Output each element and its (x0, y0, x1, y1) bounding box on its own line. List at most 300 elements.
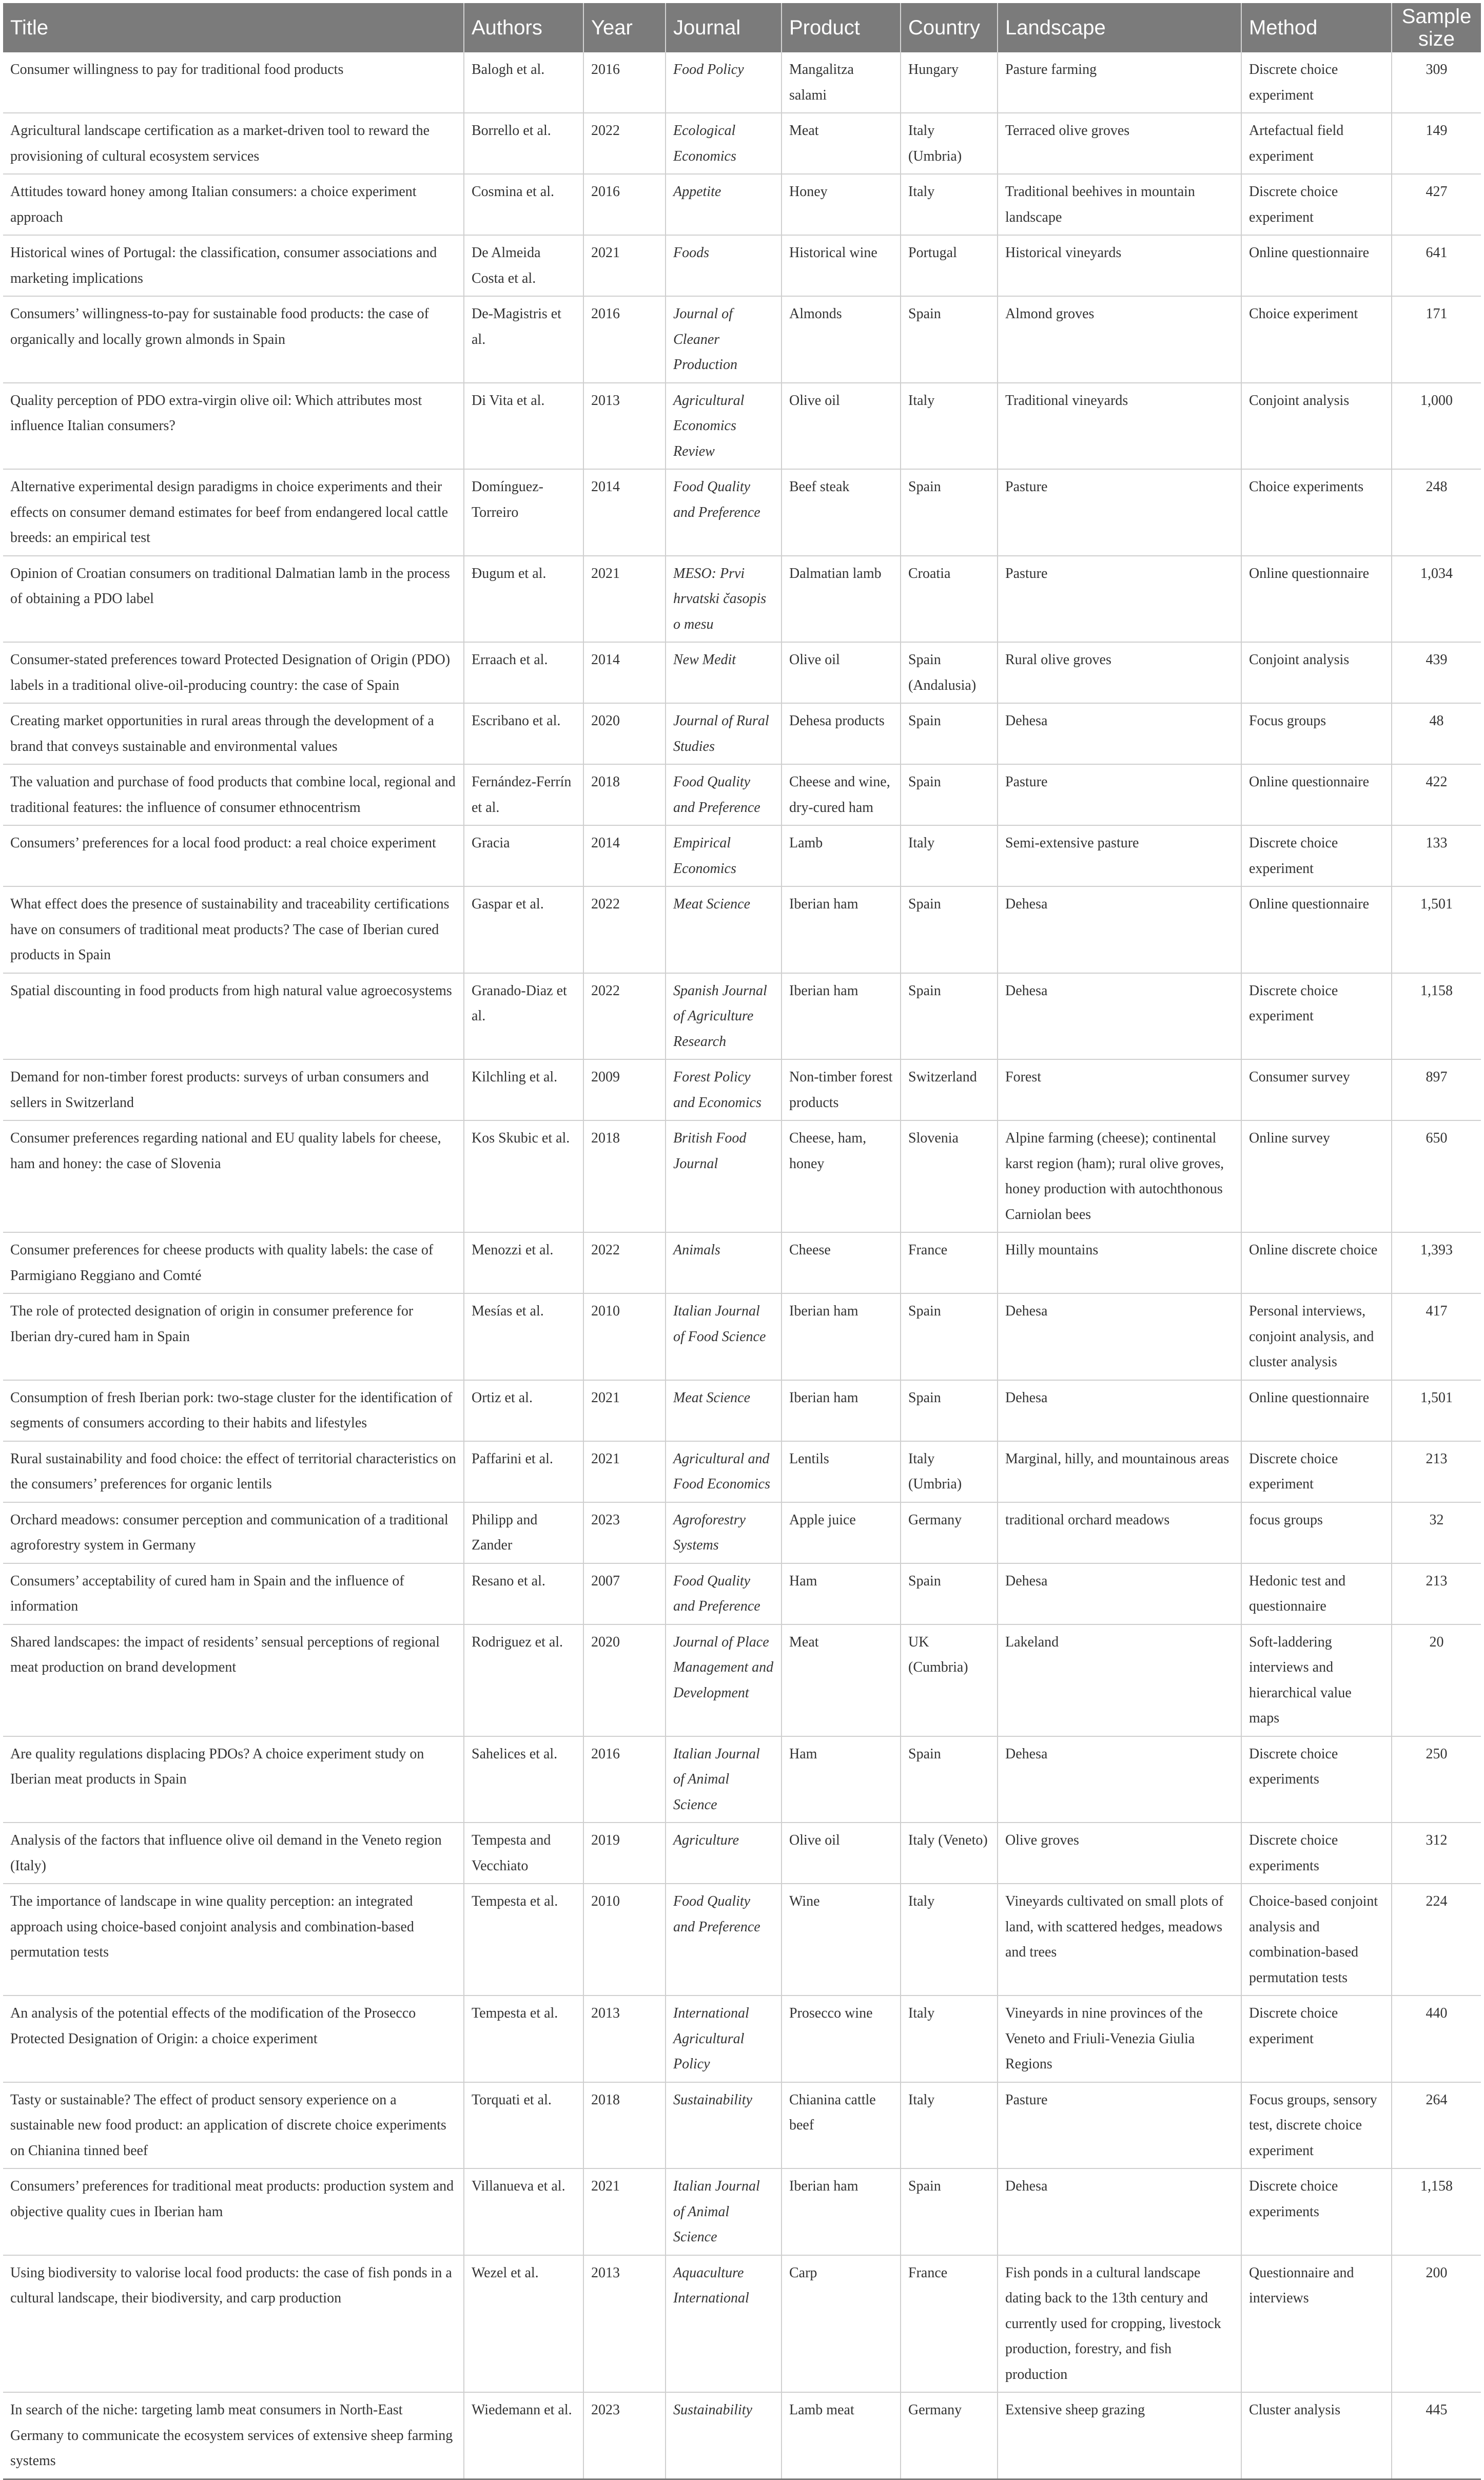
cell-journal: Agricultural Economics Review (666, 383, 782, 470)
cell-title: Rural sustainability and food choice: the effect of territorial characteristics on the consumers’ preferences for organic lentils (3, 1441, 464, 1502)
cell-sample-size: 149 (1392, 113, 1481, 174)
table-row (3, 1441, 1481, 1502)
cell-method: Discrete choice experiment (1241, 52, 1392, 113)
cell-journal: Spanish Journal of Agriculture Research (666, 973, 782, 1060)
cell-sample-size: 312 (1392, 1823, 1481, 1884)
cell-title: Consumers’ preferences for traditional meat products: production system and objective quality cues in Iberian ham (3, 2168, 464, 2255)
column-header-journal[interactable]: Journal (666, 3, 782, 52)
cell-journal: Empirical Economics (666, 825, 782, 886)
cell-title: Consumers’ acceptability of cured ham in Spain and the influence of information (3, 1563, 464, 1624)
cell-product: Cheese (782, 1232, 901, 1293)
cell-method: focus groups (1241, 1502, 1392, 1563)
cell-journal: MESO: Prvi hrvatski časopis o mesu (666, 556, 782, 643)
cell-year: 2016 (583, 52, 666, 113)
table-row (3, 1624, 1481, 1736)
cell-method: Discrete choice experiment (1241, 825, 1392, 886)
cell-sample-size: 309 (1392, 52, 1481, 113)
cell-authors: Menozzi et al. (464, 1232, 583, 1293)
cell-sample-size: 48 (1392, 703, 1481, 764)
cell-journal: Food Quality and Preference (666, 1884, 782, 1995)
cell-country: France (901, 1232, 998, 1293)
cell-method: Focus groups, sensory test, discrete choice experiment (1241, 2082, 1392, 2169)
table-row (3, 1059, 1481, 1120)
cell-landscape: Traditional beehives in mountain landscape (998, 174, 1241, 235)
cell-country: Spain (901, 469, 998, 556)
cell-authors: Đugum et al. (464, 556, 583, 643)
cell-year: 2020 (583, 1624, 666, 1736)
cell-journal: Aquaculture International (666, 2255, 782, 2393)
cell-landscape: Dehesa (998, 1563, 1241, 1624)
cell-sample-size: 417 (1392, 1293, 1481, 1380)
table-row (3, 556, 1481, 643)
table-row (3, 2168, 1481, 2255)
studies-table (3, 3, 1481, 2480)
cell-sample-size: 213 (1392, 1441, 1481, 1502)
table-body (3, 52, 1481, 2479)
cell-sample-size: 20 (1392, 1624, 1481, 1736)
cell-title: What effect does the presence of sustainability and traceability certifications have on consumers of traditional meat products? The case of Iberian cured products in Spain (3, 886, 464, 973)
table-row (3, 469, 1481, 556)
cell-method: Cluster analysis (1241, 2392, 1392, 2479)
cell-product: Historical wine (782, 235, 901, 296)
cell-product: Beef steak (782, 469, 901, 556)
cell-landscape: Almond groves (998, 296, 1241, 383)
cell-sample-size: 1,393 (1392, 1232, 1481, 1293)
cell-year: 2020 (583, 703, 666, 764)
cell-product: Ham (782, 1563, 901, 1624)
table-row (3, 113, 1481, 174)
cell-method: Online questionnaire (1241, 764, 1392, 825)
cell-authors: Di Vita et al. (464, 383, 583, 470)
cell-title: Consumer preferences for cheese products with quality labels: the case of Parmigiano Reggiano and Comté (3, 1232, 464, 1293)
cell-journal: Forest Policy and Economics (666, 1059, 782, 1120)
cell-landscape: Traditional vineyards (998, 383, 1241, 470)
cell-landscape: Fish ponds in a cultural landscape dating back to the 13th century and currently used for cropping, livestock production, forestry, and fish production (998, 2255, 1241, 2393)
cell-landscape: Vineyards in nine provinces of the Veneto and Friuli-Venezia Giulia Regions (998, 1995, 1241, 2082)
header-row (3, 3, 1481, 52)
cell-method: Questionnaire and interviews (1241, 2255, 1392, 2393)
cell-sample-size: 224 (1392, 1884, 1481, 1995)
cell-method: Choice experiments (1241, 469, 1392, 556)
cell-journal: Food Policy (666, 52, 782, 113)
column-header-year[interactable]: Year (583, 3, 666, 52)
cell-landscape: Lakeland (998, 1624, 1241, 1736)
cell-landscape: Hilly mountains (998, 1232, 1241, 1293)
cell-product: Lentils (782, 1441, 901, 1502)
cell-sample-size: 439 (1392, 642, 1481, 703)
cell-country: Spain (901, 296, 998, 383)
cell-product: Lamb meat (782, 2392, 901, 2479)
cell-method: Online survey (1241, 1120, 1392, 1232)
cell-year: 2014 (583, 642, 666, 703)
cell-title: Opinion of Croatian consumers on traditional Dalmatian lamb in the process of obtaining a PDO label (3, 556, 464, 643)
cell-sample-size: 1,158 (1392, 2168, 1481, 2255)
cell-year: 2021 (583, 2168, 666, 2255)
cell-landscape: Marginal, hilly, and mountainous areas (998, 1441, 1241, 1502)
cell-method: Soft-laddering interviews and hierarchical value maps (1241, 1624, 1392, 1736)
cell-landscape: Extensive sheep grazing (998, 2392, 1241, 2479)
cell-authors: Resano et al. (464, 1563, 583, 1624)
cell-landscape: Pasture farming (998, 52, 1241, 113)
cell-journal: Sustainability (666, 2082, 782, 2169)
cell-title: Attitudes toward honey among Italian consumers: a choice experiment approach (3, 174, 464, 235)
table-row (3, 296, 1481, 383)
cell-method: Online questionnaire (1241, 235, 1392, 296)
table-row (3, 825, 1481, 886)
cell-method: Personal interviews, conjoint analysis, and cluster analysis (1241, 1293, 1392, 1380)
cell-landscape: Pasture (998, 2082, 1241, 2169)
table-row (3, 703, 1481, 764)
cell-country: Spain (Andalusia) (901, 642, 998, 703)
cell-title: Consumers’ willingness-to-pay for sustainable food products: the case of organically and locally grown almonds in Spain (3, 296, 464, 383)
cell-country: Hungary (901, 52, 998, 113)
cell-country: Italy (901, 383, 998, 470)
cell-country: Spain (901, 1380, 998, 1441)
column-header-authors[interactable]: Authors (464, 3, 583, 52)
cell-product: Iberian ham (782, 2168, 901, 2255)
cell-year: 2021 (583, 556, 666, 643)
cell-country: Spain (901, 1293, 998, 1380)
cell-country: Spain (901, 886, 998, 973)
cell-sample-size: 171 (1392, 296, 1481, 383)
cell-title: Creating market opportunities in rural areas through the development of a brand that conveys sustainable and environmental values (3, 703, 464, 764)
cell-country: Spain (901, 1736, 998, 1823)
cell-title: Alternative experimental design paradigms in choice experiments and their effects on consumer demand estimates for beef from endangered local cattle breeds: an empirical test (3, 469, 464, 556)
cell-year: 2019 (583, 1823, 666, 1884)
cell-method: Online questionnaire (1241, 886, 1392, 973)
cell-authors: Mesías et al. (464, 1293, 583, 1380)
cell-country: Spain (901, 764, 998, 825)
cell-method: Hedonic test and questionnaire (1241, 1563, 1392, 1624)
cell-product: Iberian ham (782, 1293, 901, 1380)
cell-authors: Philipp and Zander (464, 1502, 583, 1563)
table-row (3, 235, 1481, 296)
cell-country: Italy (901, 2082, 998, 2169)
column-header-country[interactable]: Country (901, 3, 998, 52)
cell-sample-size: 264 (1392, 2082, 1481, 2169)
cell-product: Olive oil (782, 1823, 901, 1884)
cell-country: Germany (901, 2392, 998, 2479)
cell-title: Consumer preferences regarding national and EU quality labels for cheese, ham and honey: the case of Slovenia (3, 1120, 464, 1232)
table-row (3, 174, 1481, 235)
cell-product: Wine (782, 1884, 901, 1995)
cell-year: 2018 (583, 764, 666, 825)
cell-sample-size: 1,000 (1392, 383, 1481, 470)
table-row (3, 2255, 1481, 2393)
cell-product: Cheese and wine, dry-cured ham (782, 764, 901, 825)
cell-year: 2021 (583, 235, 666, 296)
cell-authors: Kilchling et al. (464, 1059, 583, 1120)
cell-authors: Borrello et al. (464, 113, 583, 174)
cell-country: Italy (Veneto) (901, 1823, 998, 1884)
cell-landscape: Dehesa (998, 1380, 1241, 1441)
cell-journal: New Medit (666, 642, 782, 703)
cell-product: Non-timber forest products (782, 1059, 901, 1120)
cell-authors: Rodriguez et al. (464, 1624, 583, 1736)
cell-landscape: Alpine farming (cheese); continental karst region (ham); rural olive groves, honey production with autochthonous Carniolan bees (998, 1120, 1241, 1232)
cell-landscape: traditional orchard meadows (998, 1502, 1241, 1563)
cell-product: Iberian ham (782, 973, 901, 1060)
cell-journal: Appetite (666, 174, 782, 235)
cell-country: Spain (901, 2168, 998, 2255)
cell-method: Choice experiment (1241, 296, 1392, 383)
cell-title: Tasty or sustainable? The effect of product sensory experience on a sustainable new food product: an application of discrete choice experiments on Chianina tinned beef (3, 2082, 464, 2169)
cell-sample-size: 1,034 (1392, 556, 1481, 643)
cell-sample-size: 248 (1392, 469, 1481, 556)
cell-journal: Italian Journal of Food Science (666, 1293, 782, 1380)
table-row (3, 1293, 1481, 1380)
table-row (3, 1232, 1481, 1293)
cell-title: Spatial discounting in food products from high natural value agroecosystems (3, 973, 464, 1060)
cell-year: 2010 (583, 1293, 666, 1380)
cell-product: Olive oil (782, 383, 901, 470)
cell-method: Online questionnaire (1241, 556, 1392, 643)
cell-authors: Tempesta et al. (464, 1995, 583, 2082)
cell-landscape: Pasture (998, 764, 1241, 825)
cell-country: Spain (901, 1563, 998, 1624)
column-header-title[interactable]: Title (3, 3, 464, 52)
cell-year: 2013 (583, 1995, 666, 2082)
cell-landscape: Olive groves (998, 1823, 1241, 1884)
cell-product: Carp (782, 2255, 901, 2393)
cell-authors: Gaspar et al. (464, 886, 583, 973)
cell-authors: Sahelices et al. (464, 1736, 583, 1823)
cell-product: Prosecco wine (782, 1995, 901, 2082)
column-header-product[interactable]: Product (782, 3, 901, 52)
cell-country: Italy (901, 1995, 998, 2082)
cell-year: 2021 (583, 1380, 666, 1441)
cell-country: Croatia (901, 556, 998, 643)
cell-method: Choice-based conjoint analysis and combination-based permutation tests (1241, 1884, 1392, 1995)
cell-title: Consumer willingness to pay for traditional food products (3, 52, 464, 113)
cell-title: Are quality regulations displacing PDOs? A choice experiment study on Iberian meat products in Spain (3, 1736, 464, 1823)
cell-year: 2016 (583, 296, 666, 383)
cell-authors: Granado-Diaz et al. (464, 973, 583, 1060)
cell-journal: Journal of Rural Studies (666, 703, 782, 764)
table-row (3, 383, 1481, 470)
cell-sample-size: 1,501 (1392, 886, 1481, 973)
cell-country: Germany (901, 1502, 998, 1563)
cell-authors: De Almeida Costa et al. (464, 235, 583, 296)
cell-year: 2014 (583, 469, 666, 556)
cell-product: Mangalitza salami (782, 52, 901, 113)
cell-country: Switzerland (901, 1059, 998, 1120)
cell-year: 2018 (583, 2082, 666, 2169)
table-row (3, 1736, 1481, 1823)
cell-journal: Agroforestry Systems (666, 1502, 782, 1563)
cell-year: 2013 (583, 2255, 666, 2393)
cell-year: 2016 (583, 1736, 666, 1823)
cell-title: The importance of landscape in wine quality perception: an integrated approach using choice-based conjoint analysis and combination-based permutation tests (3, 1884, 464, 1995)
cell-authors: Gracia (464, 825, 583, 886)
cell-year: 2013 (583, 383, 666, 470)
cell-country: Italy (901, 174, 998, 235)
cell-title: The valuation and purchase of food products that combine local, regional and traditional features: the influence of consumer ethnocentrism (3, 764, 464, 825)
cell-year: 2022 (583, 1232, 666, 1293)
cell-country: Portugal (901, 235, 998, 296)
cell-method: Discrete choice experiment (1241, 174, 1392, 235)
cell-country: UK (Cumbria) (901, 1624, 998, 1736)
cell-journal: Journal of Place Management and Development (666, 1624, 782, 1736)
cell-authors: De-Magistris et al. (464, 296, 583, 383)
table-row (3, 1884, 1481, 1995)
cell-journal: British Food Journal (666, 1120, 782, 1232)
cell-title: Demand for non-timber forest products: surveys of urban consumers and sellers in Switzerland (3, 1059, 464, 1120)
cell-sample-size: 440 (1392, 1995, 1481, 2082)
cell-title: In search of the niche: targeting lamb meat consumers in North-East Germany to communicate the ecosystem services of extensive sheep farming systems (3, 2392, 464, 2479)
cell-title: The role of protected designation of origin in consumer preference for Iberian dry-cured ham in Spain (3, 1293, 464, 1380)
cell-landscape: Dehesa (998, 1293, 1241, 1380)
cell-journal: Journal of Cleaner Production (666, 296, 782, 383)
table-row (3, 1120, 1481, 1232)
cell-landscape: Forest (998, 1059, 1241, 1120)
cell-journal: Animals (666, 1232, 782, 1293)
cell-method: Discrete choice experiments (1241, 1823, 1392, 1884)
cell-product: Olive oil (782, 642, 901, 703)
cell-country: Italy (Umbria) (901, 1441, 998, 1502)
cell-year: 2009 (583, 1059, 666, 1120)
cell-journal: Agricultural and Food Economics (666, 1441, 782, 1502)
cell-product: Meat (782, 1624, 901, 1736)
cell-sample-size: 445 (1392, 2392, 1481, 2479)
cell-sample-size: 1,501 (1392, 1380, 1481, 1441)
cell-authors: Wezel et al. (464, 2255, 583, 2393)
cell-method: Discrete choice experiment (1241, 1995, 1392, 2082)
cell-title: Consumer-stated preferences toward Protected Designation of Origin (PDO) labels in a traditional olive-oil-producing country: the case of Spain (3, 642, 464, 703)
cell-journal: Ecological Economics (666, 113, 782, 174)
cell-landscape: Terraced olive groves (998, 113, 1241, 174)
cell-title: An analysis of the potential effects of the modification of the Prosecco Protected Designation of Origin: a choice experiment (3, 1995, 464, 2082)
cell-method: Focus groups (1241, 703, 1392, 764)
cell-landscape: Rural olive groves (998, 642, 1241, 703)
cell-landscape: Dehesa (998, 2168, 1241, 2255)
cell-country: Slovenia (901, 1120, 998, 1232)
cell-sample-size: 32 (1392, 1502, 1481, 1563)
cell-journal: Food Quality and Preference (666, 469, 782, 556)
table-row (3, 2082, 1481, 2169)
cell-authors: Ortiz et al. (464, 1380, 583, 1441)
cell-authors: Domínguez-Torreiro (464, 469, 583, 556)
column-header-method[interactable]: Method (1241, 3, 1392, 52)
cell-method: Conjoint analysis (1241, 642, 1392, 703)
cell-journal: Food Quality and Preference (666, 764, 782, 825)
cell-journal: Sustainability (666, 2392, 782, 2479)
table-row (3, 52, 1481, 113)
cell-journal: Foods (666, 235, 782, 296)
table-row (3, 2392, 1481, 2479)
cell-sample-size: 427 (1392, 174, 1481, 235)
cell-authors: Wiedemann et al. (464, 2392, 583, 2479)
cell-sample-size: 250 (1392, 1736, 1481, 1823)
cell-sample-size: 650 (1392, 1120, 1481, 1232)
cell-authors: Kos Skubic et al. (464, 1120, 583, 1232)
cell-journal: International Agricultural Policy (666, 1995, 782, 2082)
cell-landscape: Pasture (998, 556, 1241, 643)
cell-country: Spain (901, 973, 998, 1060)
cell-year: 2022 (583, 973, 666, 1060)
cell-year: 2007 (583, 1563, 666, 1624)
cell-authors: Escribano et al. (464, 703, 583, 764)
cell-journal: Agriculture (666, 1823, 782, 1884)
cell-landscape: Semi-extensive pasture (998, 825, 1241, 886)
cell-sample-size: 641 (1392, 235, 1481, 296)
cell-year: 2010 (583, 1884, 666, 1995)
cell-title: Orchard meadows: consumer perception and communication of a traditional agroforestry system in Germany (3, 1502, 464, 1563)
cell-product: Chianina cattle beef (782, 2082, 901, 2169)
cell-landscape: Pasture (998, 469, 1241, 556)
cell-landscape: Dehesa (998, 973, 1241, 1060)
table-header (3, 3, 1481, 52)
cell-year: 2022 (583, 886, 666, 973)
cell-journal: Food Quality and Preference (666, 1563, 782, 1624)
cell-method: Discrete choice experiments (1241, 2168, 1392, 2255)
cell-sample-size: 1,158 (1392, 973, 1481, 1060)
table-row (3, 1502, 1481, 1563)
cell-sample-size: 897 (1392, 1059, 1481, 1120)
table-container (3, 3, 1481, 2480)
cell-sample-size: 422 (1392, 764, 1481, 825)
table-row (3, 1823, 1481, 1884)
cell-title: Historical wines of Portugal: the classification, consumer associations and marketing implications (3, 235, 464, 296)
cell-product: Lamb (782, 825, 901, 886)
cell-title: Using biodiversity to valorise local food products: the case of fish ponds in a cultural landscape, their biodiversity, and carp production (3, 2255, 464, 2393)
cell-year: 2021 (583, 1441, 666, 1502)
cell-method: Discrete choice experiment (1241, 973, 1392, 1060)
cell-authors: Erraach et al. (464, 642, 583, 703)
cell-method: Consumer survey (1241, 1059, 1392, 1120)
cell-product: Cheese, ham, honey (782, 1120, 901, 1232)
cell-authors: Paffarini et al. (464, 1441, 583, 1502)
cell-authors: Tempesta and Vecchiato (464, 1823, 583, 1884)
column-header-landscape[interactable]: Landscape (998, 3, 1241, 52)
cell-year: 2014 (583, 825, 666, 886)
cell-title: Analysis of the factors that influence olive oil demand in the Veneto region (Italy) (3, 1823, 464, 1884)
cell-product: Almonds (782, 296, 901, 383)
cell-authors: Tempesta et al. (464, 1884, 583, 1995)
cell-title: Consumers’ preferences for a local food product: a real choice experiment (3, 825, 464, 886)
cell-product: Dalmatian lamb (782, 556, 901, 643)
cell-sample-size: 213 (1392, 1563, 1481, 1624)
cell-method: Online discrete choice (1241, 1232, 1392, 1293)
cell-product: Ham (782, 1736, 901, 1823)
cell-product: Apple juice (782, 1502, 901, 1563)
cell-authors: Cosmina et al. (464, 174, 583, 235)
table-row (3, 764, 1481, 825)
cell-journal: Italian Journal of Animal Science (666, 1736, 782, 1823)
cell-country: Spain (901, 703, 998, 764)
cell-method: Online questionnaire (1241, 1380, 1392, 1441)
cell-year: 2023 (583, 2392, 666, 2479)
cell-year: 2016 (583, 174, 666, 235)
cell-product: Iberian ham (782, 1380, 901, 1441)
cell-country: Italy (Umbria) (901, 113, 998, 174)
cell-landscape: Vineyards cultivated on small plots of land, with scattered hedges, meadows and trees (998, 1884, 1241, 1995)
cell-method: Discrete choice experiments (1241, 1736, 1392, 1823)
cell-product: Honey (782, 174, 901, 235)
cell-product: Meat (782, 113, 901, 174)
cell-country: Italy (901, 1884, 998, 1995)
cell-sample-size: 200 (1392, 2255, 1481, 2393)
cell-country: France (901, 2255, 998, 2393)
cell-product: Dehesa products (782, 703, 901, 764)
cell-landscape: Dehesa (998, 703, 1241, 764)
cell-title: Quality perception of PDO extra-virgin olive oil: Which attributes most influence Italian consumers? (3, 383, 464, 470)
column-header-sample-size[interactable]: Sample size (1392, 3, 1481, 52)
cell-landscape: Dehesa (998, 886, 1241, 973)
table-row (3, 642, 1481, 703)
cell-landscape: Dehesa (998, 1736, 1241, 1823)
cell-authors: Balogh et al. (464, 52, 583, 113)
